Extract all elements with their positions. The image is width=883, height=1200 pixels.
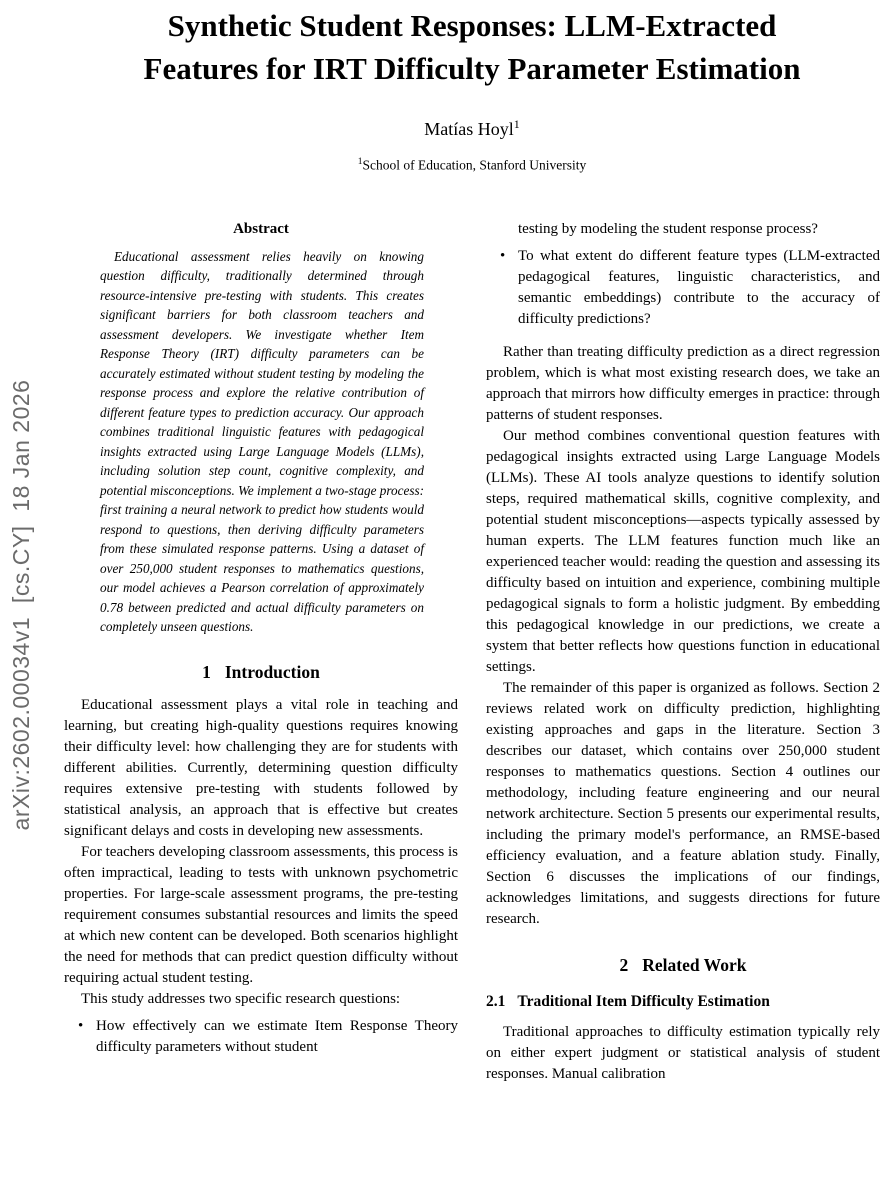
author-line bbox=[64, 112, 880, 141]
arxiv-watermark: arXiv:2602.00034v1 [cs.CY] 18 Jan 2026 bbox=[8, 379, 34, 831]
right-column bbox=[486, 219, 880, 1085]
related-work-paragraph-1: Traditional approaches to difficulty estimation typically rely on either expert judgment or statistical analysis of student responses. Manual calibration bbox=[486, 1023, 880, 1082]
section-heading-introduction bbox=[64, 661, 458, 683]
two-column-body bbox=[64, 219, 880, 1085]
left-column bbox=[64, 219, 458, 1085]
intro-paragraph-2: For teachers developing classroom assessments, this process is often impractical, leading to tests with unknown psychometric properties. For large-scale assessment programs, the pre-testing requirement consumes substantial resources and limits the speed at which new content can be developed. Both scenarios highlight the need for methods that can predict question difficulty without requiring actual student testing. bbox=[64, 843, 458, 986]
author-name: Matías Hoyl bbox=[424, 119, 514, 139]
intro-paragraph-4: Rather than treating difficulty prediction as a direct regression problem, which is what most existing research does, we take an approach that mirrors how difficulty emerges in practice: through patterns of student responses. bbox=[486, 343, 880, 423]
section-number: 2 bbox=[619, 954, 629, 975]
affiliation-text: School of Education, Stanford University bbox=[362, 157, 587, 173]
abstract-heading: Abstract bbox=[233, 220, 289, 237]
question-2-text: To what extent do different feature types (LLM-extracted pedagogical features, linguistic characteristics, and semantic embeddings) contribute to the accuracy of difficulty predictions? bbox=[518, 247, 880, 327]
author-affiliation-marker: 1 bbox=[513, 117, 520, 131]
paper-content bbox=[64, 0, 880, 1085]
question-1-continuation: testing by modeling the student response process? bbox=[518, 220, 818, 237]
subsection-number: 2.1 bbox=[486, 992, 506, 1010]
intro-paragraph-5: Our method combines conventional question features with pedagogical insights extracted using Large Language Models (LLMs). These AI tools analyze questions to identify solution steps, required mathematical skills, cognitive complexity, and potential student misconceptions—aspects typically assessed by human experts. The LLM features function much like an experienced teacher would: reading the question and assessing its difficulty based on intuition and experience, combining multiple pedagogical signals to form a holistic judgment. By embedding this pedagogical knowledge in our predictions, we create a system that better reflects how questions function in educational settings. bbox=[486, 427, 880, 675]
list-item-question-1 bbox=[64, 1016, 458, 1058]
intro-paragraph-6: The remainder of this paper is organized as follows. Section 2 reviews related work on difficulty prediction, highlighting existing approaches and gaps in the literature. Section 3 describes our dataset, which contains over 250,000 student responses to mathematics questions. Section 4 outlines our methodology, including feature engineering and our neural network architecture. Section 5 presents our experimental results, including the primary model's performance, an RMSE-based efficiency evaluation, and a feature ablation study. Finally, Section 6 discusses the implications of our findings, acknowledges limitations, and suggests directions for future research. bbox=[486, 679, 880, 927]
section-title: Introduction bbox=[224, 661, 320, 682]
question-1-text: How effectively can we estimate Item Response Theory difficulty parameters without student bbox=[96, 1017, 458, 1055]
research-questions-list-continued bbox=[486, 246, 880, 330]
bullet-icon: • bbox=[500, 247, 506, 264]
section-title: Related Work bbox=[642, 954, 747, 975]
research-questions-list bbox=[64, 1016, 458, 1058]
subsection-heading-traditional-estimation bbox=[486, 992, 880, 1012]
abstract-text: Educational assessment relies heavily on knowing question difficulty, traditionally determined through resource-intensive pre-testing with students. This creates significant barriers for both classroom teachers and assessment developers. We investigate whether Item Response Theory (IRT) difficulty parameters can be accurately estimated without student testing by modeling the response process and explore the relative contribution of different feature types to prediction accuracy. Our approach combines traditional linguistic features with pedagogical insights extracted using Large Language Models (LLMs), including solution step count, cognitive complexity, and potential misconceptions. We implement a two-stage process: first training a neural network to predict how students would respond to questions, then deriving difficulty parameters from these simulated response patterns. Using a dataset of over 250,000 student responses to mathematics questions, our model achieves a Pearson correlation of approximately 0.78 between predicted and actual difficulty parameters on completely unseen questions. bbox=[100, 248, 424, 634]
paper-title bbox=[64, 0, 880, 90]
section-heading-related-work bbox=[486, 954, 880, 976]
bullet-icon: • bbox=[78, 1017, 84, 1034]
paper-title-line2: Features for IRT Difficulty Parameter Estimation bbox=[143, 51, 801, 86]
subsection-title: Traditional Item Difficulty Estimation bbox=[517, 992, 770, 1010]
affiliation-line bbox=[64, 153, 880, 175]
section-number: 1 bbox=[202, 661, 211, 682]
intro-paragraph-3: This study addresses two specific research questions: bbox=[81, 990, 401, 1007]
paper-title-line1: Synthetic Student Responses: LLM-Extracted bbox=[167, 8, 777, 43]
list-item-question-2 bbox=[486, 246, 880, 330]
intro-paragraph-1: Educational assessment plays a vital role in teaching and learning, but creating high-quality questions requires knowing their difficulty level: how challenging they are for students with different abilities. Currently, determining question difficulty requires extensive pre-testing with students followed by statistical analysis, an approach that is effective but creates significant delays and costs in developing new assessments. bbox=[64, 696, 458, 839]
affiliation-marker: 1 bbox=[357, 157, 363, 167]
